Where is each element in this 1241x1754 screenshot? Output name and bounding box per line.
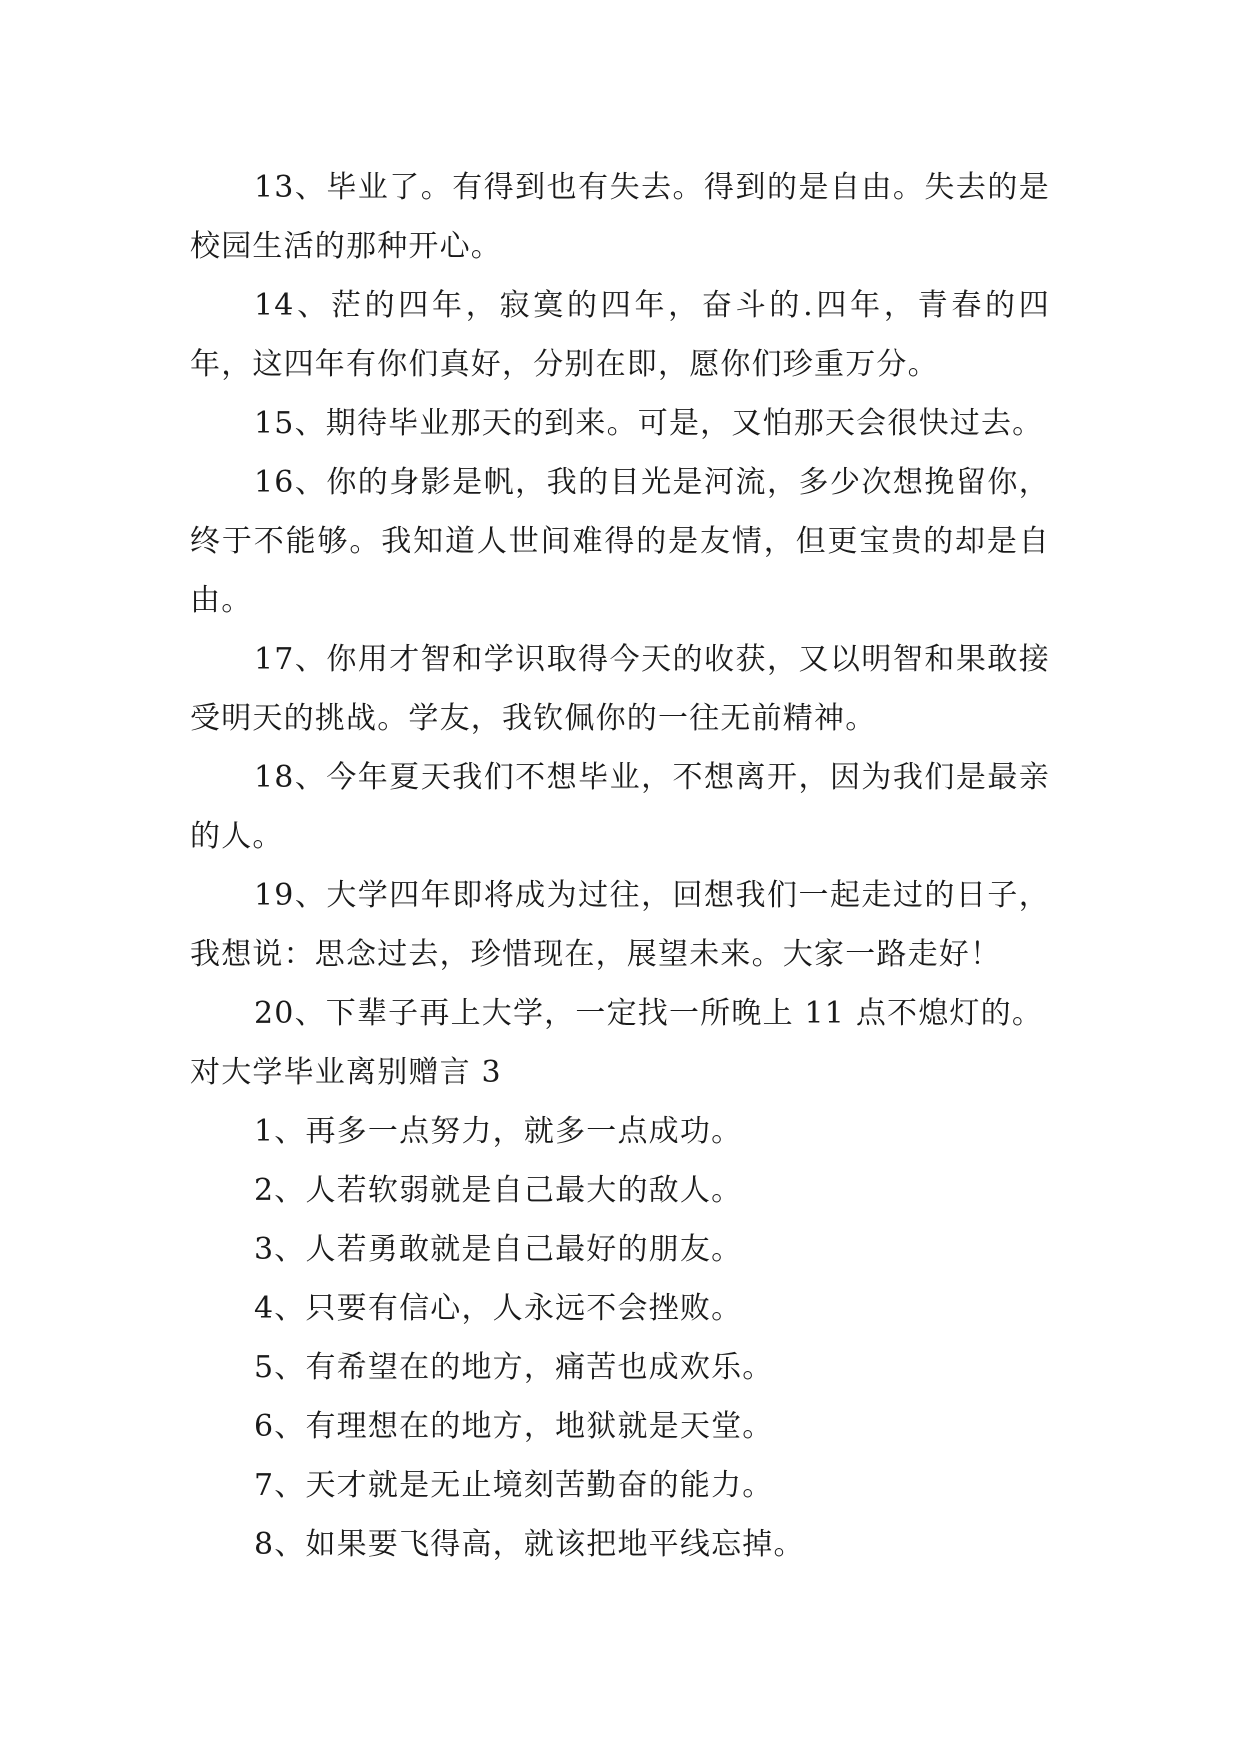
paragraph-13: 13、毕业了。有得到也有失去。得到的是自由。失去的是校园生活的那种开心。 xyxy=(190,170,1050,264)
list-item-1: 1、再多一点努力，就多一点成功。 xyxy=(254,1114,743,1149)
paragraph-20: 20、下辈子再上大学，一定找一所晚上 11 点不熄灯的。 xyxy=(254,996,1044,1031)
list-item-3: 3、人若勇敢就是自己最好的朋友。 xyxy=(254,1232,743,1267)
paragraph-18: 18、今年夏天我们不想毕业，不想离开，因为我们是最亲的人。 xyxy=(190,760,1050,854)
list-item-2: 2、人若软弱就是自己最大的敌人。 xyxy=(254,1173,743,1208)
document-body xyxy=(190,158,1050,1574)
list-item-8: 8、如果要飞得高，就该把地平线忘掉。 xyxy=(254,1527,805,1562)
list-item-7: 7、天才就是无止境刻苦勤奋的能力。 xyxy=(254,1468,774,1503)
paragraph-17: 17、你用才智和学识取得今天的收获，又以明智和果敢接受明天的挑战。学友，我钦佩你的一往无前精神。 xyxy=(190,642,1050,736)
paragraph-19: 19、大学四年即将成为过往，回想我们一起走过的日子，我想说：思念过去，珍惜现在，展望未来。大家一路走好！ xyxy=(190,878,1050,972)
list-item-4: 4、只要有信心，人永远不会挫败。 xyxy=(254,1291,743,1326)
paragraph-15: 15、期待毕业那天的到来。可是，又怕那天会很快过去。 xyxy=(254,406,1044,441)
list-item-5: 5、有希望在的地方，痛苦也成欢乐。 xyxy=(254,1350,774,1385)
section-heading: 对大学毕业离别赠言 3 xyxy=(190,1055,502,1090)
list-item-6: 6、有理想在的地方，地狱就是天堂。 xyxy=(254,1409,774,1444)
paragraph-14: 14、茫的四年，寂寞的四年，奋斗的.四年，青春的四年，这四年有你们真好，分别在即，愿你们珍重万分。 xyxy=(190,288,1050,382)
paragraph-16: 16、你的身影是帆，我的目光是河流，多少次想挽留你，终于不能够。我知道人世间难得的是友情，但更宝贵的却是自由。 xyxy=(190,465,1050,618)
